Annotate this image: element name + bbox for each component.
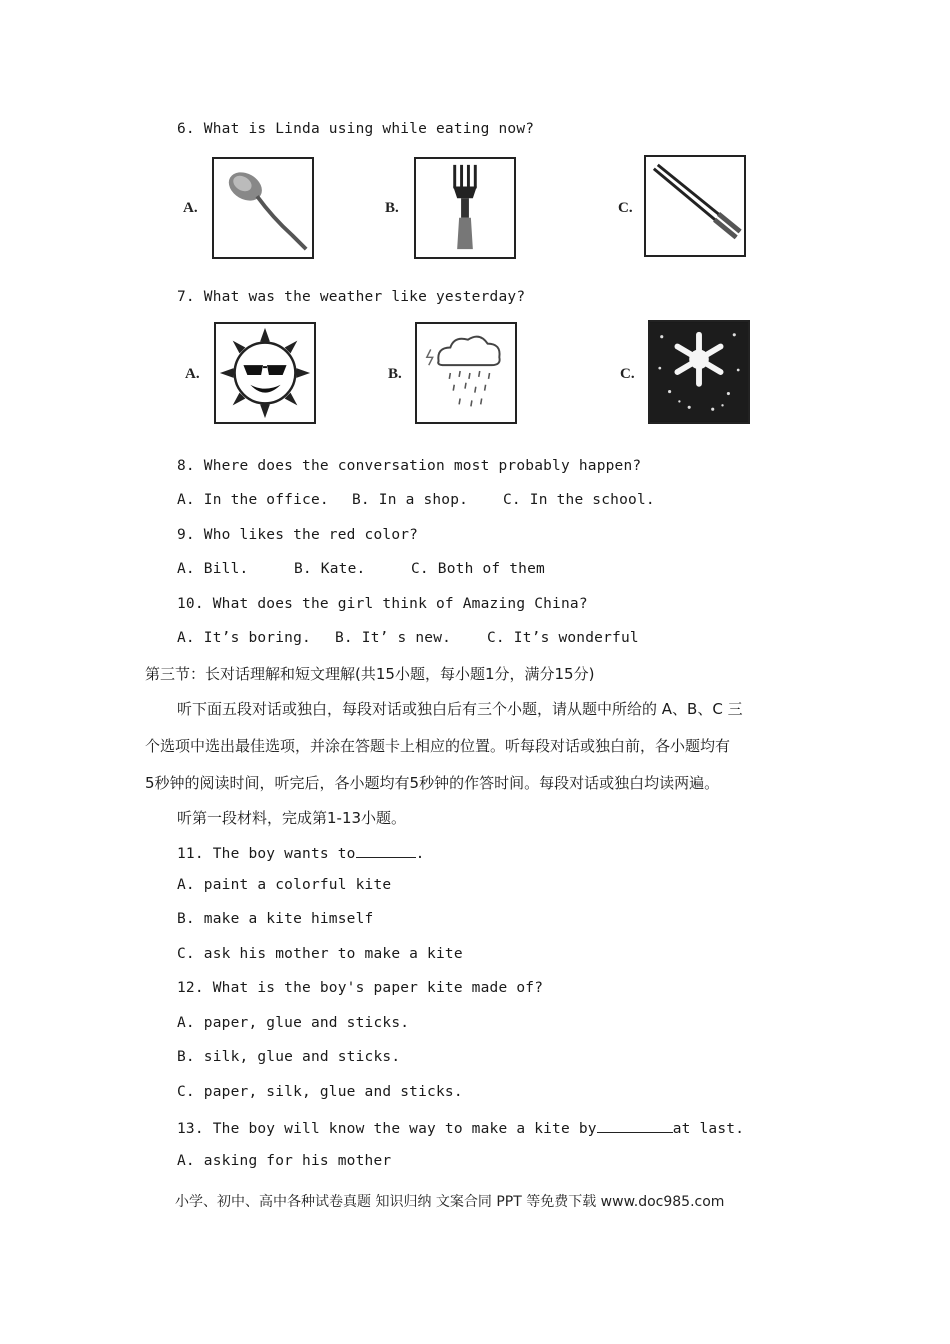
question-12: 12. What is the boy's paper kite made of? [177,980,544,996]
part-intro: 听第一段材料，完成第1-13小题。 [177,809,407,827]
option-b-label: B. [388,366,402,382]
option-b-label: B. [385,200,399,216]
option-a-label: A. [183,200,198,216]
question-11 [177,843,425,862]
answer-blank [597,1118,673,1133]
option-c-label: C. [618,200,633,216]
answer-10c: C. It’s wonderful [487,630,639,646]
answer-11b: B. make a kite himself [177,911,374,927]
answer-11a: A. paint a colorful kite [177,877,392,893]
snowflake-icon [648,320,750,424]
question-13-stem: 13. The boy will know the way to make a kite by [177,1121,597,1137]
chopsticks-icon [644,155,746,257]
fork-icon [414,157,516,259]
question-9: 9. Who likes the red color? [177,527,419,543]
answer-12a: A. paper, glue and sticks. [177,1015,410,1031]
answer-13a: A. asking for his mother [177,1153,392,1169]
question-10: 10. What does the girl think of Amazing China? [177,596,588,612]
footer-watermark: 小学、初中、高中各种试卷真题 知识归纳 文案合同 PPT 等免费下载 www.doc985.com [175,1194,725,1210]
answer-12b: B. silk, glue and sticks. [177,1049,401,1065]
question-7: 7. What was the weather like yesterday? [177,289,526,305]
spoon-icon [212,157,314,259]
answer-9a: A. Bill. [177,561,249,577]
answer-9c: C. Both of them [411,561,545,577]
answer-blank [356,843,416,858]
instructions-line-1: 听下面五段对话或独白，每段对话或独白后有三个小题，请从题中所给的 A、B、C 三 [177,700,743,718]
answer-9b: B. Kate. [294,561,366,577]
instructions-line-2: 个选项中选出最佳选项，并涂在答题卡上相应的位置。听每段对话或独白前，各小题均有 [145,737,731,755]
question-13-end: at last. [672,1121,745,1137]
rain-cloud-icon [415,322,517,424]
answer-11c: C. ask his mother to make a kite [177,946,463,962]
answer-12c: C. paper, silk, glue and sticks. [177,1084,463,1100]
instructions-line-3: 5秒钟的阅读时间，听完后，各小题均有5秒钟的作答时间。每段对话或独白均读两遍。 [145,774,720,792]
question-6: 6. What is Linda using while eating now? [177,121,535,137]
option-c-label: C. [620,366,635,382]
question-11-end: . [415,846,425,862]
answer-10a: A. It’s boring. [177,630,311,646]
answer-8b: B. In a shop. [352,492,469,508]
section-heading: 第三节：长对话理解和短文理解(共15小题，每小题1分，满分15分) [145,665,595,683]
question-8: 8. Where does the conversation most probably happen? [177,458,642,474]
sun-with-sunglasses-icon [214,322,316,424]
option-a-label: A. [185,366,200,382]
answer-8a: A. In the office. [177,492,329,508]
answer-10b: B. It’ s new. [335,630,452,646]
answer-8c: C. In the school. [503,492,655,508]
question-13 [177,1118,744,1137]
question-11-stem: 11. The boy wants to [177,846,356,862]
